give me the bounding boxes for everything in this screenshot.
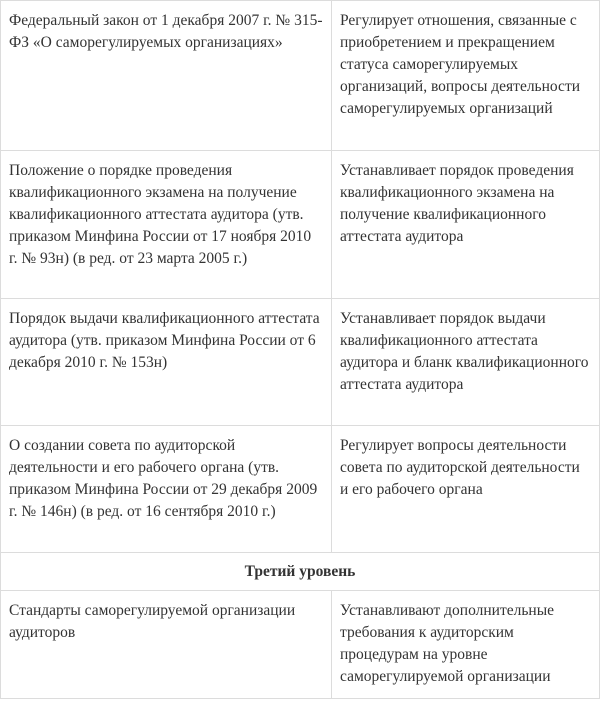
section-title: Третий уровень [1,553,600,591]
document-cell: Федеральный закон от 1 декабря 2007 г. № 315-ФЗ «О саморегулируемых организациях» [1,1,332,151]
table-row [1,426,600,553]
description-cell: Регулирует вопросы деятельности совета по аудиторской деятельности и его рабочего органа [332,426,600,553]
description-cell: Устанавливают дополнительные требования к аудиторским процедурам на уровне саморегулируемой организации [332,591,600,699]
table-row [1,151,600,299]
document-cell: Порядок выдачи квалификационного аттестата аудитора (утв. приказом Минфина России от 6 декабря 2010 г. № 153н) [1,299,332,426]
description-cell: Устанавливает порядок проведения квалификационного экзамена на получение квалификационного аттестата аудитора [332,151,600,299]
section-header-row [1,553,600,591]
document-cell: Стандарты саморегулируемой организации аудиторов [1,591,332,699]
document-cell: О создании совета по аудиторской деятельности и его рабочего органа (утв. приказом Минфина России от 29 декабря 2009 г. № 146н) (в ред. от 16 сентября 2010 г.) [1,426,332,553]
description-cell: Устанавливает порядок выдачи квалификационного аттестата аудитора и бланк квалификационного аттестата аудитора [332,299,600,426]
table-row [1,299,600,426]
document-cell: Положение о порядке проведения квалификационного экзамена на получение квалификационного аттестата аудитора (утв. приказом Минфина России от 17 ноября 2010 г. № 93н) (в ред. от 23 марта 2005 г.) [1,151,332,299]
table-row [1,591,600,699]
description-cell: Регулирует отношения, связанные с приобретением и прекращением статуса саморегулируемых организаций, вопросы деятельности саморегулируемых организаций [332,1,600,151]
table-row [1,1,600,151]
